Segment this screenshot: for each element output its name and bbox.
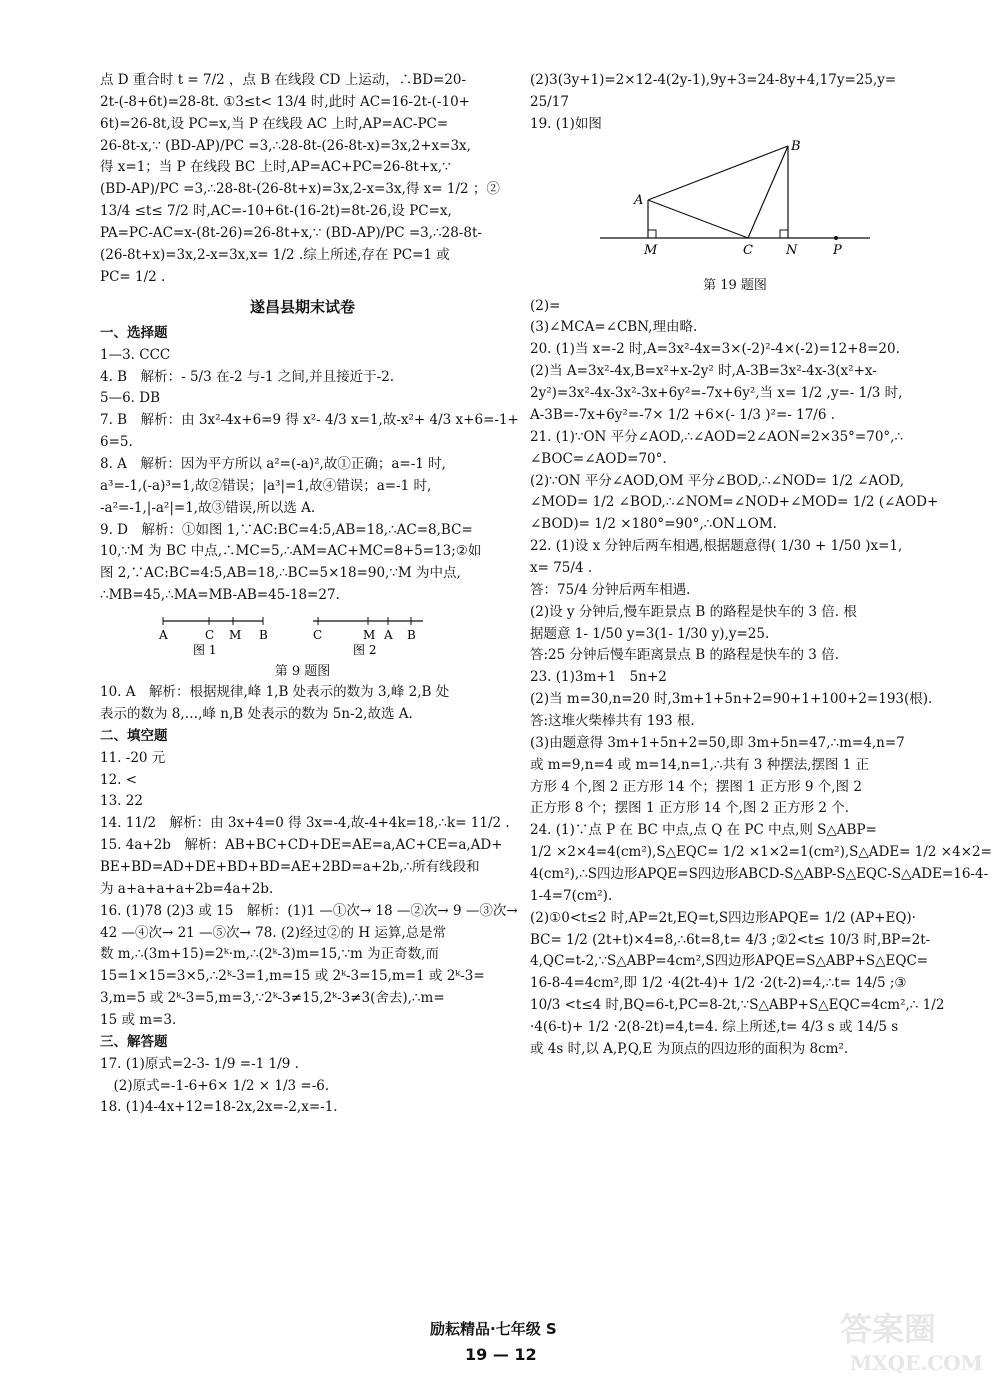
fig19-point-label: C [743, 242, 753, 258]
watermark-logo [830, 1300, 990, 1380]
text-line: (2)当 m=30,n=20 时,3m+1+5n+2=90+1+100+2=193(根). [530, 691, 933, 708]
text-line: 5—6. DB [100, 390, 161, 407]
text-line: 为 a+a+a+a+2b=4a+2b. [100, 880, 274, 897]
fig9-point-label: B [406, 628, 416, 643]
fig9-caption: 第 9 题图 [274, 664, 331, 680]
text-line: -a²=-1,|-a²|=1,故③错误,所以选 A. [100, 499, 316, 516]
text-line: ∠MOD= 1/2 ∠BOD,∴∠NOM=∠NOD+∠MOD= 1/2 (∠AOD+ [530, 494, 939, 511]
left-mid-lines [100, 323, 519, 607]
text-line: 1/2 ×2×4=4(cm²),S△EQC= 1/2 ×1×2=1(cm²),S△ADE= 1/2 ×4×2= [530, 844, 992, 861]
text-line: 或 4s 时,以 A,P,Q,E 为顶点的四边形的面积为 8cm². [530, 1040, 849, 1057]
fig19-point-label: B [791, 138, 801, 154]
text-line: 答:这堆火柴棒共有 193 根. [530, 712, 695, 729]
text-line: 正方形 8 个；摆图 1 正方形 14 个,图 2 正方形 2 个. [530, 800, 850, 817]
text-line: 图 2,∵AC:BC=4:5,AB=18,∴BC=5×18=90,∵M 为中点, [100, 565, 461, 582]
fig9-point-label: C [312, 628, 322, 643]
text-line: A-3B=-7x+6y²=-7× 1/2 +6×(- 1/3 )²=- 17/6 . [530, 406, 836, 423]
text-line: 得 x=1；当 P 在线段 BC 上时,AP=AC+PC=26-8t+x,∵ [100, 159, 451, 176]
text-line: ·4(6-t)+ 1/2 ·2(8-2t)=4,t=4. 综上所述,t= 4/3 s 或 14/5 s [530, 1018, 899, 1035]
text-line: BE+BD=AD+DE+BD+BD=AE+2BD=a+2b,∴所有线段和 [100, 858, 480, 875]
left-top-lines [100, 70, 505, 289]
text-line: 6t)=26-8t,设 PC=x,当 P 在线段 AC 上时,AP=AC-PC= [100, 115, 449, 132]
text-line: (2)∵ON 平分∠AOD,OM 平分∠BOD,∴∠NOD= 1/2 ∠AOD, [530, 472, 904, 489]
figure-9 [100, 609, 505, 682]
text-line: 18. (1)4-4x+12=18-2x,2x=-2,x=-1. [100, 1099, 338, 1116]
figure-19-svg [590, 138, 880, 273]
text-line: PC= 1/2 . [100, 268, 166, 285]
figure-19 [530, 138, 940, 296]
text-line: 24. (1)∵点 P 在 BC 中点,点 Q 在 PC 中点,则 S△ABP= [530, 822, 877, 839]
text-line: 10. A 解析：根据规律,峰 1,B 处表示的数为 3,峰 2,B 处 [100, 684, 450, 701]
text-line: 8. A 解析：因为平方所以 a²=(-a)²,故①正确；a=-1 时, [100, 456, 446, 473]
text-line: 4(cm²),∴S四边形APQE=S四边形ABCD-S△ABP-S△EQC-S△ADE=16-4- [530, 865, 989, 882]
text-line: 13. 22 [100, 793, 143, 810]
svg-text:答案圈: 答案圈 [840, 1310, 937, 1348]
text-line: (2)设 y 分钟后,慢车距景点 B 的路程是快车的 3 倍. 根 [530, 603, 857, 620]
text-line: 6=5. [100, 434, 133, 451]
text-line: 或 m=9,n=4 或 m=14,n=1,∴共有 3 种摆法,摆图 1 正 [530, 756, 870, 773]
fig19-caption: 第 19 题图 [703, 277, 767, 293]
text-line: 方形 4 个,图 2 正方形 14 个；摆图 1 正方形 9 个,图 2 [530, 778, 862, 795]
text-line: 13/4 ≤t≤ 7/2 时,AC=-10+6t-(16-2t)=8t-26,设 PC=x, [100, 203, 452, 220]
left-column [100, 70, 519, 1119]
right-bottom-lines [530, 296, 992, 1061]
section-title: 遂昌县期末试卷 [249, 297, 355, 316]
text-line: 15. 4a+2b 解析：AB+BC+CD+DE=AE=a,AC+CE=a,AD+ [100, 837, 503, 854]
text-line: 19. (1)如图 [530, 115, 602, 132]
text-line: 一、选择题 [100, 324, 168, 341]
text-line: 2t-(-8+6t)=28-8t. ①3≤t< 13/4 时,此时 AC=16-2t-(-10+ [100, 93, 470, 110]
fig19-point-label: P [833, 242, 842, 258]
left-bottom-lines [100, 682, 518, 1119]
text-line: 数 m,∴(3m+15)=2ᵏ·m,∴(2ᵏ-3)m=15,∵m 为正奇数,而 [100, 946, 439, 963]
text-line: ∴MB=45,∴MA=MB-AB=45-18=27. [100, 587, 340, 604]
text-line: (BD-AP)/PC =3,∴28-8t-(26-8t+x)=3x,2-x=3x,得 x= 1/2 ；② [100, 181, 500, 198]
fig9-point-label: M [228, 628, 241, 643]
fig1-label: 图 1 [192, 643, 216, 658]
fig9-point-label: C [204, 628, 214, 643]
page-number: 19 — 12 [465, 1345, 537, 1364]
fig9-point-label: A [383, 628, 393, 643]
fig2-label: 图 2 [352, 643, 376, 658]
svg-text:MXQE.COM: MXQE.COM [850, 1351, 983, 1375]
text-line: BC= 1/2 (2t+t)×4=8,∴6t=8,t= 4/3 ;②2<t≤ 10/3 时,BP=2t- [530, 931, 931, 948]
text-line: a³=-1,(-a)³=1,故②错误；|a³|=1,故④错误；a=-1 时, [100, 477, 432, 494]
text-line: (2)当 A=3x²-4x,B=x²+x-2y² 时,A-3B=3x²-4x-3(x²+x- [530, 363, 877, 380]
text-line: x= 75/4 . [530, 559, 593, 576]
text-line: (2)3(3y+1)=2×12-4(2y-1),9y+3=24-8y+4,17y=25,y= [530, 72, 897, 88]
right-top-lines [530, 70, 940, 136]
text-line: 7. B 解析：由 3x²-4x+6=9 得 x²- 4/3 x=1,故-x²+ 4/3 x+6=-1+ [100, 412, 519, 429]
text-line: (3)由题意得 3m+1+5n+2=50,即 3m+5n=47,∴m=4,n=7 [530, 734, 905, 751]
text-line: 23. (1)3m+1 5n+2 [530, 669, 667, 686]
text-line: (2)①0<t≤2 时,AP=2t,EQ=t,S四边形APQE= 1/2 (AP+EQ)· [530, 909, 916, 926]
footer-brand: 励耘精品·七年级 S [430, 1320, 557, 1338]
text-line: 10/3 <t≤4 时,BQ=6-t,PC=8-2t,∵S△ABP+S△EQC=4cm²,∴ 1/2 [530, 997, 945, 1014]
text-line: 2y²)=3x²-4x-3x²-3x+6y²=-7x+6y²,当 x= 1/2 ,y=- 1/3 时, [530, 385, 903, 402]
text-line: 21. (1)∵ON 平分∠AOD,∴∠AOD=2∠AON=2×35°=70°,∴ [530, 428, 904, 445]
text-line: 15=1×15=3×5,∴2ᵏ-3=1,m=15 或 2ᵏ-3=15,m=1 或 2ᵏ-3= [100, 968, 485, 985]
fig19-point-label: N [786, 242, 798, 258]
text-line: 4,QC=t-2,∵S△ABP=4cm²,S四边形APQE=S△ABP+S△EQC= [530, 953, 929, 970]
text-line: (3)∠MCA=∠CBN,理由略. [530, 319, 698, 336]
text-line: 25/17 [530, 93, 569, 110]
text-line: ∠BOD)= 1/2 ×180°=90°,∴ON⊥OM. [530, 516, 777, 533]
text-line: 答:25 分钟后慢车距离景点 B 的路程是快车的 3 倍. [530, 647, 839, 664]
fig9-point-label: M [362, 628, 375, 643]
text-line: 10,∵M 为 BC 中点,∴MC=5,∴AM=AC+MC=8+5=13;②如 [100, 543, 482, 560]
text-line: 12. < [100, 771, 138, 788]
text-line: 1—3. CCC [100, 346, 171, 363]
text-line: 三、解答题 [100, 1033, 168, 1050]
text-line: (2)= [530, 297, 561, 314]
text-line: 9. D 解析：①如图 1,∵AC:BC=4:5,AB=18,∴AC=8,BC= [100, 521, 473, 538]
text-line: 据题意 1- 1/50 y=3(1- 1/30 y),y=25. [530, 625, 770, 642]
text-line: (2)原式=-1-6+6× 1/2 × 1/3 =-6. [100, 1077, 330, 1094]
text-line: 15 或 m=3. [100, 1012, 177, 1028]
text-line: 26-8t-x,∵ (BD-AP)/PC =3,∴28-8t-(26-8t-x)=3x,2+x=3x, [100, 137, 471, 154]
fig9-point-label: B [258, 628, 268, 643]
right-column [530, 70, 992, 1061]
text-line: 点 D 重合时 t = 7/2 ，点 B 在线段 CD 上运动，∴BD=20- [100, 72, 467, 88]
text-line: 14. 11/2 解析：由 3x+4=0 得 3x=-4,故-4+4k=18,∴k= 11/2 . [100, 815, 510, 832]
figure-9-svg [153, 609, 453, 659]
text-line: ∠BOC=∠AOD=70°. [530, 450, 667, 467]
text-line: 3,m=5 或 2ᵏ-3=5,m=3,∵2ᵏ-3≠15,2ᵏ-3≠3(舍去),∴m= [100, 990, 445, 1007]
text-line: 16-8-4=4cm²,即 1/2 ·4(2t-4)+ 1/2 ·2(t-2)=4,∴t= 14/5 ;③ [530, 975, 907, 992]
fig19-point-label: M [644, 242, 658, 258]
fig19-point-label: A [634, 192, 644, 208]
text-line: 42 —④次→ 21 —⑤次→ 78. (2)经过②的 H 运算,总是常 [100, 924, 447, 941]
text-line: 答：75/4 分钟后两车相遇. [530, 581, 691, 598]
text-line: (26-8t+x)=3x,2-x=3x,x= 1/2 .综上所述,存在 PC=1 或 [100, 246, 450, 263]
text-line: PA=PC-AC=x-(8t-26)=26-8t+x,∵ (BD-AP)/PC =3,∴28-8t- [100, 225, 482, 242]
text-line: 11. -20 元 [100, 749, 166, 766]
text-line: 表示的数为 8,…,峰 n,B 处表示的数为 5n-2,故选 A. [100, 705, 413, 722]
text-line: 17. (1)原式=2-3- 1/9 =-1 1/9 . [100, 1055, 299, 1072]
text-line: 1-4=7(cm²). [530, 887, 613, 904]
text-line: 20. (1)当 x=-2 时,A=3x²-4x=3×(-2)²-4×(-2)=12+8=20. [530, 341, 900, 358]
fig9-point-label: A [158, 628, 168, 643]
text-line: 二、填空题 [100, 727, 168, 744]
text-line: 22. (1)设 x 分钟后两车相遇,根据题意得( 1/30 + 1/50 )x=1, [530, 538, 903, 555]
text-line: 4. B 解析：- 5/3 在-2 与-1 之间,并且接近于-2. [100, 368, 395, 385]
text-line: 16. (1)78 (2)3 或 15 解析：(1)1 —①次→ 18 —②次→ 9 —③次→ [100, 902, 518, 919]
